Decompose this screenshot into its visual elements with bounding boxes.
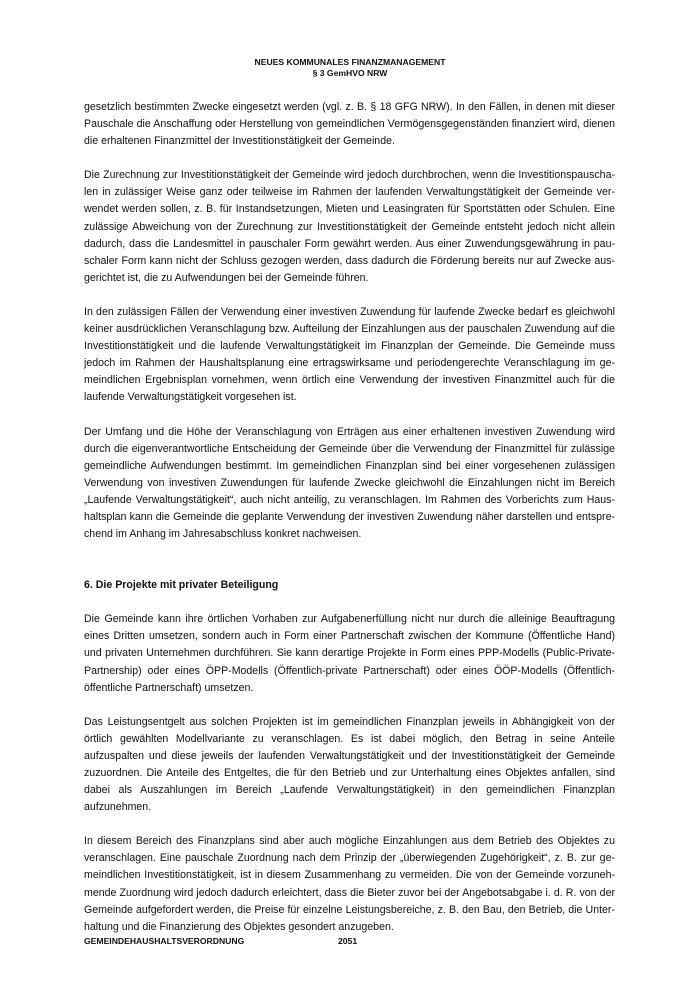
document-body <box>84 99 615 953</box>
paragraph: In diesem Bereich des Finanzplans sind aber auch mögliche Einzahlungen aus dem Betrieb des Objektes zu veranschlagen. Eine pauschale Zuordnung nach dem Prinzip der „überwiegenden Zugehörigkeit“, z. B. zur gemeindlichen Investitionstätigkeit, ist in diesem Zusammenhang zu vermeiden. Die von der Gemeinde vorzunehmende Zuordnung wird jedoch dadurch erleichtert, dass die Bieter zuvor bei der Angebotsabgabe i. d. R. von der Gemeinde aufgefordert werden, die Preise für einzelne Leistungsbereiche, z. B. den Bau, den Betrieb, die Unterhaltung und die Finanzierung des Objektes gesondert anzugeben. <box>84 835 615 933</box>
paragraph: In den zulässigen Fällen der Verwendung einer investiven Zuwendung für laufende Zwecke bedarf es gleichwohl keiner ausdrücklichen Veranschlagung bzw. Aufteilung der Einzahlungen aus der pauschalen Zuwendung auf die Investitionstätigkeit und die laufende Verwaltungstätigkeit im Finanzplan der Gemeinde. Die Gemeinde muss jedoch im Rahmen der Haushaltsplanung eine ertragswirksame und periodengerechte Veranschlagung im gemeindlichen Ergebnisplan vornehmen, wenn örtlich eine Verwendung der investiven Finanzmittel auch für die laufende Verwaltungstätigkeit vorgesehen ist. <box>84 305 615 404</box>
page-header <box>0 57 700 79</box>
paragraph: Der Umfang und die Höhe der Veranschlagung von Erträgen aus einer erhaltenen investiven Zuwendung wird durch die eigenverantwortliche Entscheidung der Gemeinde über die Verwendung der Finanzmittel für zulässige gemeindliche Aufwendungen bestimmt. Im gemeindlichen Finanzplan sind bei einer vorgesehenen zulässigen Verwendung von investiven Zuwendungen für laufende Zwecke gleichwohl die Einzahlungen nicht im Bereich „Laufende Verwaltungstätigkeit“, auch nicht anteilig, zu veranschlagen. Im Rahmen des Vorberichts zum Haushaltsplan kann die Gemeinde die geplante Verwendung der investiven Zuwendung näher darstellen und entsprechend im Anhang im Jahresabschluss konkret nachweisen. <box>84 425 615 541</box>
paragraph: Die Gemeinde kann ihre örtlichen Vorhaben zur Aufgabenerfüllung nicht nur durch die alleinige Beauftragung eines Dritten umsetzen, sondern auch in Form einer Partnerschaft zwischen der Kommune (Öffentliche Hand) und privaten Unternehmen durchführen. Sie kann derartige Projekte in Form eines PPP-Modells (Public-Private-Partnership) oder eines ÖPP-Modells (Öffentlich-private Partnerschaft) oder eines ÖÖP-Modells (Öffentlich-öffentliche Partnerschaft) umsetzen. <box>84 613 615 694</box>
paragraph: Die Zurechnung zur Investitionstätigkeit der Gemeinde wird jedoch durchbrochen, wenn die Investitionspauschalen in zulässiger Weise ganz oder teilweise im Rahmen der laufenden Verwaltungstätigkeit der Gemeinde verwendet werden sollen, z. B. für Instandsetzungen, Mieten und Leasingraten für Sportstätten oder Schulen. Eine zulässige Abweichung von der Zurechnung zur Investitionstätigkeit der Gemeinde entsteht jedoch nicht allein dadurch, dass die Landesmittel in pauschaler Form gewährt werden. Aus einer Zuwendungsgewährung in pauschaler Form kann nicht der Schluss gezogen werden, dass dadurch die Förderung bereits nur auf Zwecke ausgerichtet ist, die zu Aufwendungen bei der Gemeinde führen. <box>84 169 615 284</box>
page-number: 2051 <box>338 936 358 946</box>
section-heading: 6. Die Projekte mit privater Beteiligung <box>84 579 279 592</box>
paragraph: Das Leistungsentgelt aus solchen Projekten ist im gemeindlichen Finanzplan jeweils in Abhängigkeit von der örtlich gewählten Modellvariante zu veranschlagen. Es ist dabei möglich, den Betrag in seine Anteile aufzuspalten und diese jeweils der laufenden Verwaltungstätigkeit und der Investitionstätigkeit der Gemeinde zuzuordnen. Die Anteile des Entgeltes, die für den Betrieb und zur Unterhaltung eines Objektes anfallen, sind dabei als Auszahlungen im Bereich „Laufende Verwaltungstätigkeit) in den gemeindlichen Finanzplan aufzunehmen. <box>84 715 615 814</box>
paragraph: gesetzlich bestimmten Zwecke eingesetzt werden (vgl. z. B. § 18 GFG NRW). In den Fällen, in denen mit dieser Pauschale die Anschaffung oder Herstellung von gemeindlichen Vermögensgegenständen finanziert wird, dienen die erhaltenen Finanzmittel der Investitionstätigkeit der Gemeinde. <box>84 101 615 148</box>
header-title: NEUES KOMMUNALES FINANZMANAGEMENT <box>254 57 446 67</box>
header-subtitle: § 3 GemHVO NRW <box>312 68 388 78</box>
footer-label: GEMEINDEHAUSHALTSVERORDNUNG <box>84 936 245 946</box>
